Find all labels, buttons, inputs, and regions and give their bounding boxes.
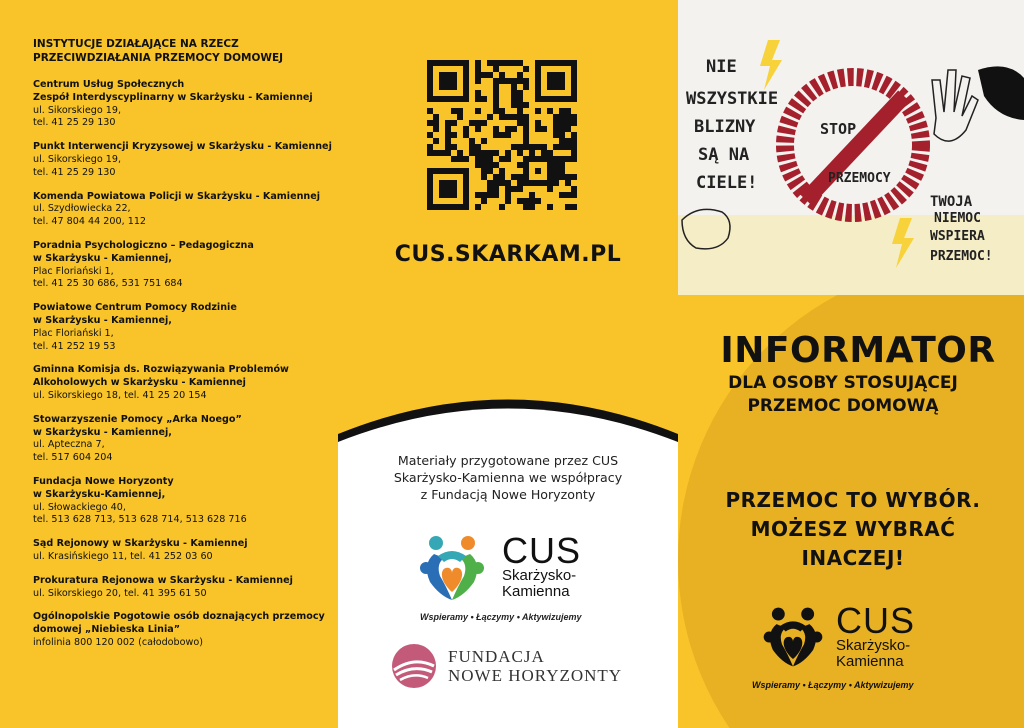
institution-name: Komenda Powiatowa Policji w Skarżysku - Kamiennej bbox=[33, 190, 321, 202]
institution-name: Punkt Interwencji Kryzysowej w Skarżysku - Kamiennej bbox=[33, 141, 332, 153]
institution-name: w Skarżysku - Kamiennej, bbox=[33, 426, 172, 438]
institution-name: w Skarżysku - Kamiennej, bbox=[33, 314, 172, 326]
institution-entry bbox=[33, 364, 338, 402]
institution-contact: ul. Sikorskiego 19, bbox=[33, 153, 122, 165]
institutions-panel bbox=[0, 0, 338, 728]
institution-contact: Plac Floriański 1, bbox=[33, 265, 114, 277]
credits-text bbox=[338, 452, 678, 503]
website-url[interactable]: CUS.SKARKAM.PL bbox=[394, 242, 622, 267]
illustration-text: TWOJA bbox=[930, 194, 973, 210]
illustration-text: CIELE! bbox=[696, 173, 758, 193]
illustration-text: BLIZNY bbox=[694, 117, 756, 137]
institution-contact: tel. 513 628 713, 513 628 714, 513 628 716 bbox=[33, 514, 247, 526]
institution-name: Prokuratura Rejonowa w Skarżysku - Kamiennej bbox=[33, 574, 293, 586]
page-subtitle bbox=[698, 372, 988, 418]
institution-name: Alkoholowych w Skarżysku - Kamiennej bbox=[33, 377, 246, 389]
institution-entry bbox=[33, 414, 338, 465]
institution-contact: tel. 41 25 30 686, 531 751 684 bbox=[33, 278, 183, 290]
institution-entry bbox=[33, 240, 338, 291]
illustration-przemoc-text: PRZEMOCY bbox=[828, 171, 891, 186]
cus-logo-slogan: Wspieramy • Łączymy • Aktywizujemy bbox=[420, 612, 582, 622]
institution-entry bbox=[33, 302, 338, 353]
institution-contact: ul. Sikorskiego 19, bbox=[33, 104, 122, 116]
institution-name: Fundacja Nowe Horyzonty bbox=[33, 475, 174, 487]
illustration-text: SĄ NA bbox=[698, 145, 750, 165]
institution-name: Ogólnopolskie Pogotowie osób doznających przemocy bbox=[33, 611, 325, 623]
cus-emblem-icon bbox=[760, 604, 826, 670]
cus-logo-city-line1: Skarżysko- bbox=[502, 567, 577, 584]
subtitle-line: PRZEMOC DOMOWĄ bbox=[747, 396, 939, 416]
cus-logo-city-line2: Kamienna bbox=[836, 653, 904, 670]
institution-contact: infolinia 800 120 002 (całodobowo) bbox=[33, 636, 203, 648]
institution-name: domowej „Niebieska Linia” bbox=[33, 624, 181, 636]
fnh-logo-line1: FUNDACJA bbox=[448, 647, 545, 666]
illustration-text: NIE bbox=[706, 57, 737, 77]
institution-contact: tel. 47 804 44 200, 112 bbox=[33, 216, 147, 228]
institution-name: w Skarżysku - Kamiennej, bbox=[33, 252, 172, 264]
institution-entry bbox=[33, 141, 338, 179]
anti-violence-illustration bbox=[678, 0, 1024, 295]
institution-contact: tel. 41 25 29 130 bbox=[33, 117, 116, 129]
illustration-text: WSPIERA bbox=[930, 229, 985, 244]
institution-name: Poradnia Psychologiczno – Pedagogiczna bbox=[33, 239, 254, 251]
cus-emblem-icon bbox=[416, 532, 488, 604]
middle-panel bbox=[338, 0, 678, 728]
institution-entry bbox=[33, 611, 338, 649]
illustration-text: NIEMOC bbox=[934, 211, 981, 226]
credits-line: z Fundacją Nowe Horyzonty bbox=[420, 487, 596, 502]
institution-name: Powiatowe Centrum Pomocy Rodzinie bbox=[33, 302, 237, 314]
qr-code[interactable] bbox=[427, 60, 577, 210]
institution-contact: tel. 41 25 29 130 bbox=[33, 166, 116, 178]
institution-name: Sąd Rejonowy w Skarżysku - Kamiennej bbox=[33, 538, 248, 550]
cus-logo-title: CUS bbox=[836, 600, 916, 641]
cus-logo-title: CUS bbox=[502, 530, 582, 571]
fnh-logo-line2: NOWE HORYZONTY bbox=[448, 666, 623, 685]
institution-contact: Plac Floriański 1, bbox=[33, 327, 114, 339]
illustration-stop-text: STOP bbox=[820, 120, 857, 138]
institutions-heading: INSTYTUCJE DZIAŁAJĄCE NA RZECZ PRZECIWDZIAŁANIA PRZEMOCY DOMOWEJ bbox=[33, 38, 284, 64]
tagline-line: PRZEMOC TO WYBÓR. bbox=[725, 488, 981, 512]
institution-name: Zespół Interdyscyplinarny w Skarżysku - Kamiennej bbox=[33, 91, 313, 103]
tagline-line: INACZEJ! bbox=[801, 546, 905, 570]
illustration-text: WSZYSTKIE bbox=[686, 89, 779, 109]
institution-contact: tel. 517 604 204 bbox=[33, 452, 113, 464]
cus-logo-city-line1: Skarżysko- bbox=[836, 637, 911, 654]
fnh-logo bbox=[390, 642, 622, 690]
institution-entry bbox=[33, 476, 338, 527]
institution-name: Stowarzyszenie Pomocy „Arka Noego” bbox=[33, 413, 242, 425]
tagline-line: MOŻESZ WYBRAĆ bbox=[750, 517, 956, 541]
institution-contact: ul. Krasińskiego 11, tel. 41 252 03 60 bbox=[33, 550, 213, 562]
institutions-list bbox=[33, 79, 338, 650]
illustration-text: PRZEMOC! bbox=[930, 249, 993, 264]
institution-contact: ul. Szydłowiecka 22, bbox=[33, 203, 131, 215]
fnh-emblem-icon bbox=[390, 642, 438, 690]
institution-entry bbox=[33, 575, 338, 601]
institution-name: w Skarżysku-Kamiennej, bbox=[33, 488, 166, 500]
institution-contact: ul. Sikorskiego 18, tel. 41 25 20 154 bbox=[33, 389, 207, 401]
cus-logo-city-line2: Kamienna bbox=[502, 583, 570, 600]
page-title: INFORMATOR bbox=[720, 330, 996, 371]
cus-logo-slogan: Wspieramy • Łączymy • Aktywizujemy bbox=[752, 680, 914, 690]
institution-entry bbox=[33, 79, 338, 130]
institution-contact: tel. 41 252 19 53 bbox=[33, 340, 116, 352]
institution-name: Centrum Usług Społecznych bbox=[33, 79, 185, 90]
institution-name: Gminna Komisja ds. Rozwiązywania Problemów bbox=[33, 364, 289, 376]
institution-contact: ul. Sikorskiego 20, tel. 41 395 61 50 bbox=[33, 587, 207, 599]
credits-line: Materiały przygotowane przez CUS bbox=[397, 453, 619, 468]
tagline bbox=[698, 486, 1008, 573]
credits-line: Skarżysko-Kamienna we współpracy bbox=[393, 470, 623, 485]
institution-entry bbox=[33, 191, 338, 229]
cover-panel bbox=[678, 0, 1024, 728]
institution-contact: ul. Apteczna 7, bbox=[33, 439, 105, 451]
institution-entry bbox=[33, 538, 338, 564]
institution-contact: ul. Słowackiego 40, bbox=[33, 501, 126, 513]
subtitle-line: DLA OSOBY STOSUJĄCEJ bbox=[728, 373, 958, 393]
